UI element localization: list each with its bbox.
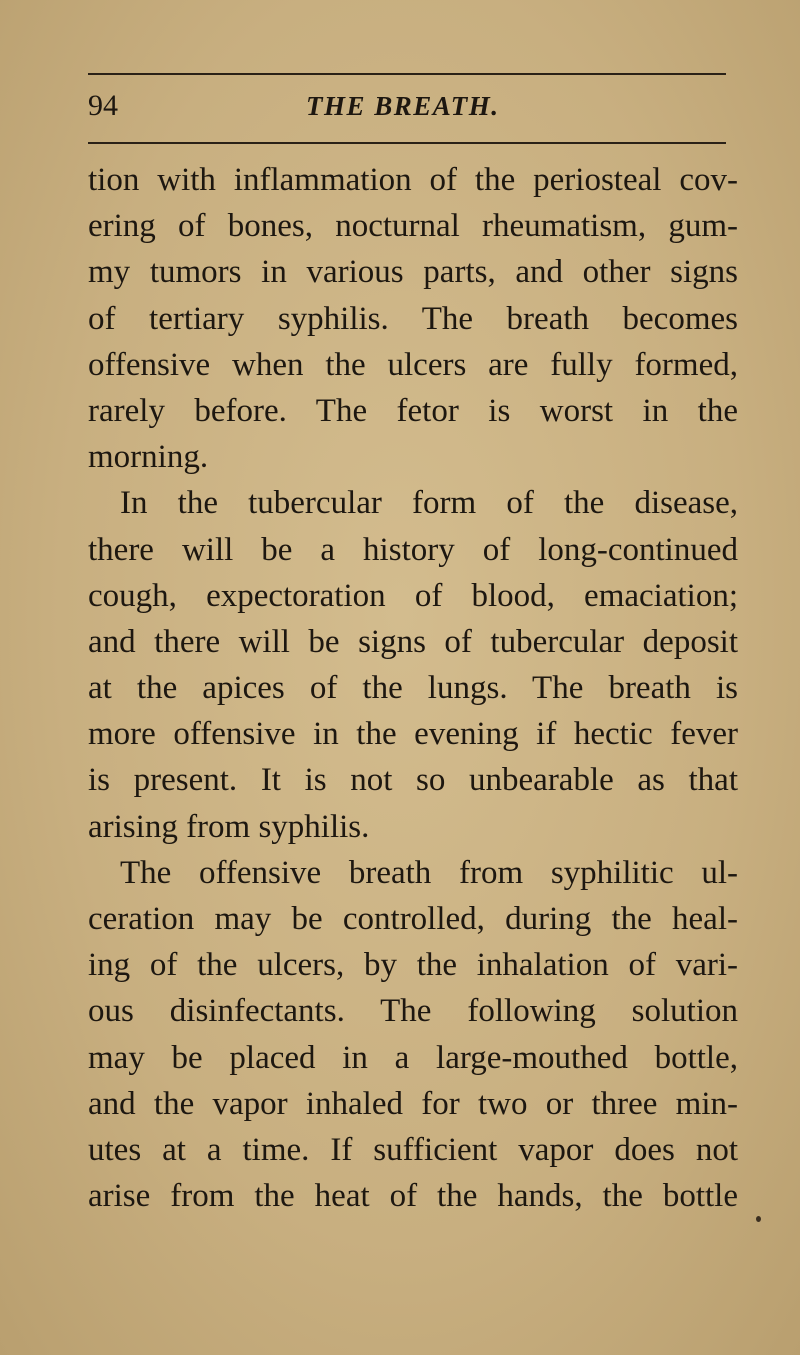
page-number: 94 bbox=[88, 89, 118, 122]
running-title: THE BREATH. bbox=[306, 91, 500, 121]
text-line: ing of the ulcers, by the inhalation of vari- bbox=[88, 947, 738, 984]
text-line: In the tubercular form of the disease, bbox=[120, 485, 738, 522]
text-line: arise from the heat of the hands, the bottle bbox=[88, 1178, 738, 1215]
text-line: may be placed in a large-mouthed bottle, bbox=[88, 1039, 738, 1076]
paper-speck bbox=[756, 1216, 761, 1222]
text-line: more offensive in the evening if hectic fever bbox=[88, 716, 738, 753]
text-line: and the vapor inhaled for two or three min- bbox=[88, 1085, 738, 1122]
text-line: of tertiary syphilis. The breath becomes bbox=[88, 300, 738, 337]
text-line: arising from syphilis. bbox=[88, 808, 370, 845]
page-header bbox=[88, 86, 726, 126]
text-line: cough, expectoration of blood, emaciation; bbox=[88, 577, 738, 614]
text-line: offensive when the ulcers are fully formed, bbox=[88, 346, 738, 383]
text-line: utes at a time. If sufficient vapor does not bbox=[88, 1131, 738, 1168]
text-line: ering of bones, nocturnal rheumatism, gum- bbox=[88, 208, 738, 245]
header-rule-bottom bbox=[88, 142, 726, 144]
text-line: my tumors in various parts, and other signs bbox=[88, 254, 738, 291]
body-text bbox=[88, 157, 738, 1219]
text-line: there will be a history of long-continued bbox=[88, 531, 738, 568]
text-line: morning. bbox=[88, 439, 209, 476]
text-line: and there will be signs of tubercular deposit bbox=[88, 623, 738, 660]
text-line: ceration may be controlled, during the heal- bbox=[88, 901, 738, 937]
text-line: is present. It is not so unbearable as that bbox=[88, 762, 738, 799]
text-line: rarely before. The fetor is worst in the bbox=[88, 392, 738, 429]
text-line: ous disinfectants. The following solution bbox=[88, 993, 738, 1030]
text-line: tion with inflammation of the periosteal cov- bbox=[88, 162, 738, 198]
header-rule-top bbox=[88, 73, 726, 75]
text-line: The offensive breath from syphilitic ul- bbox=[120, 854, 738, 891]
text-line: at the apices of the lungs. The breath is bbox=[88, 670, 738, 707]
